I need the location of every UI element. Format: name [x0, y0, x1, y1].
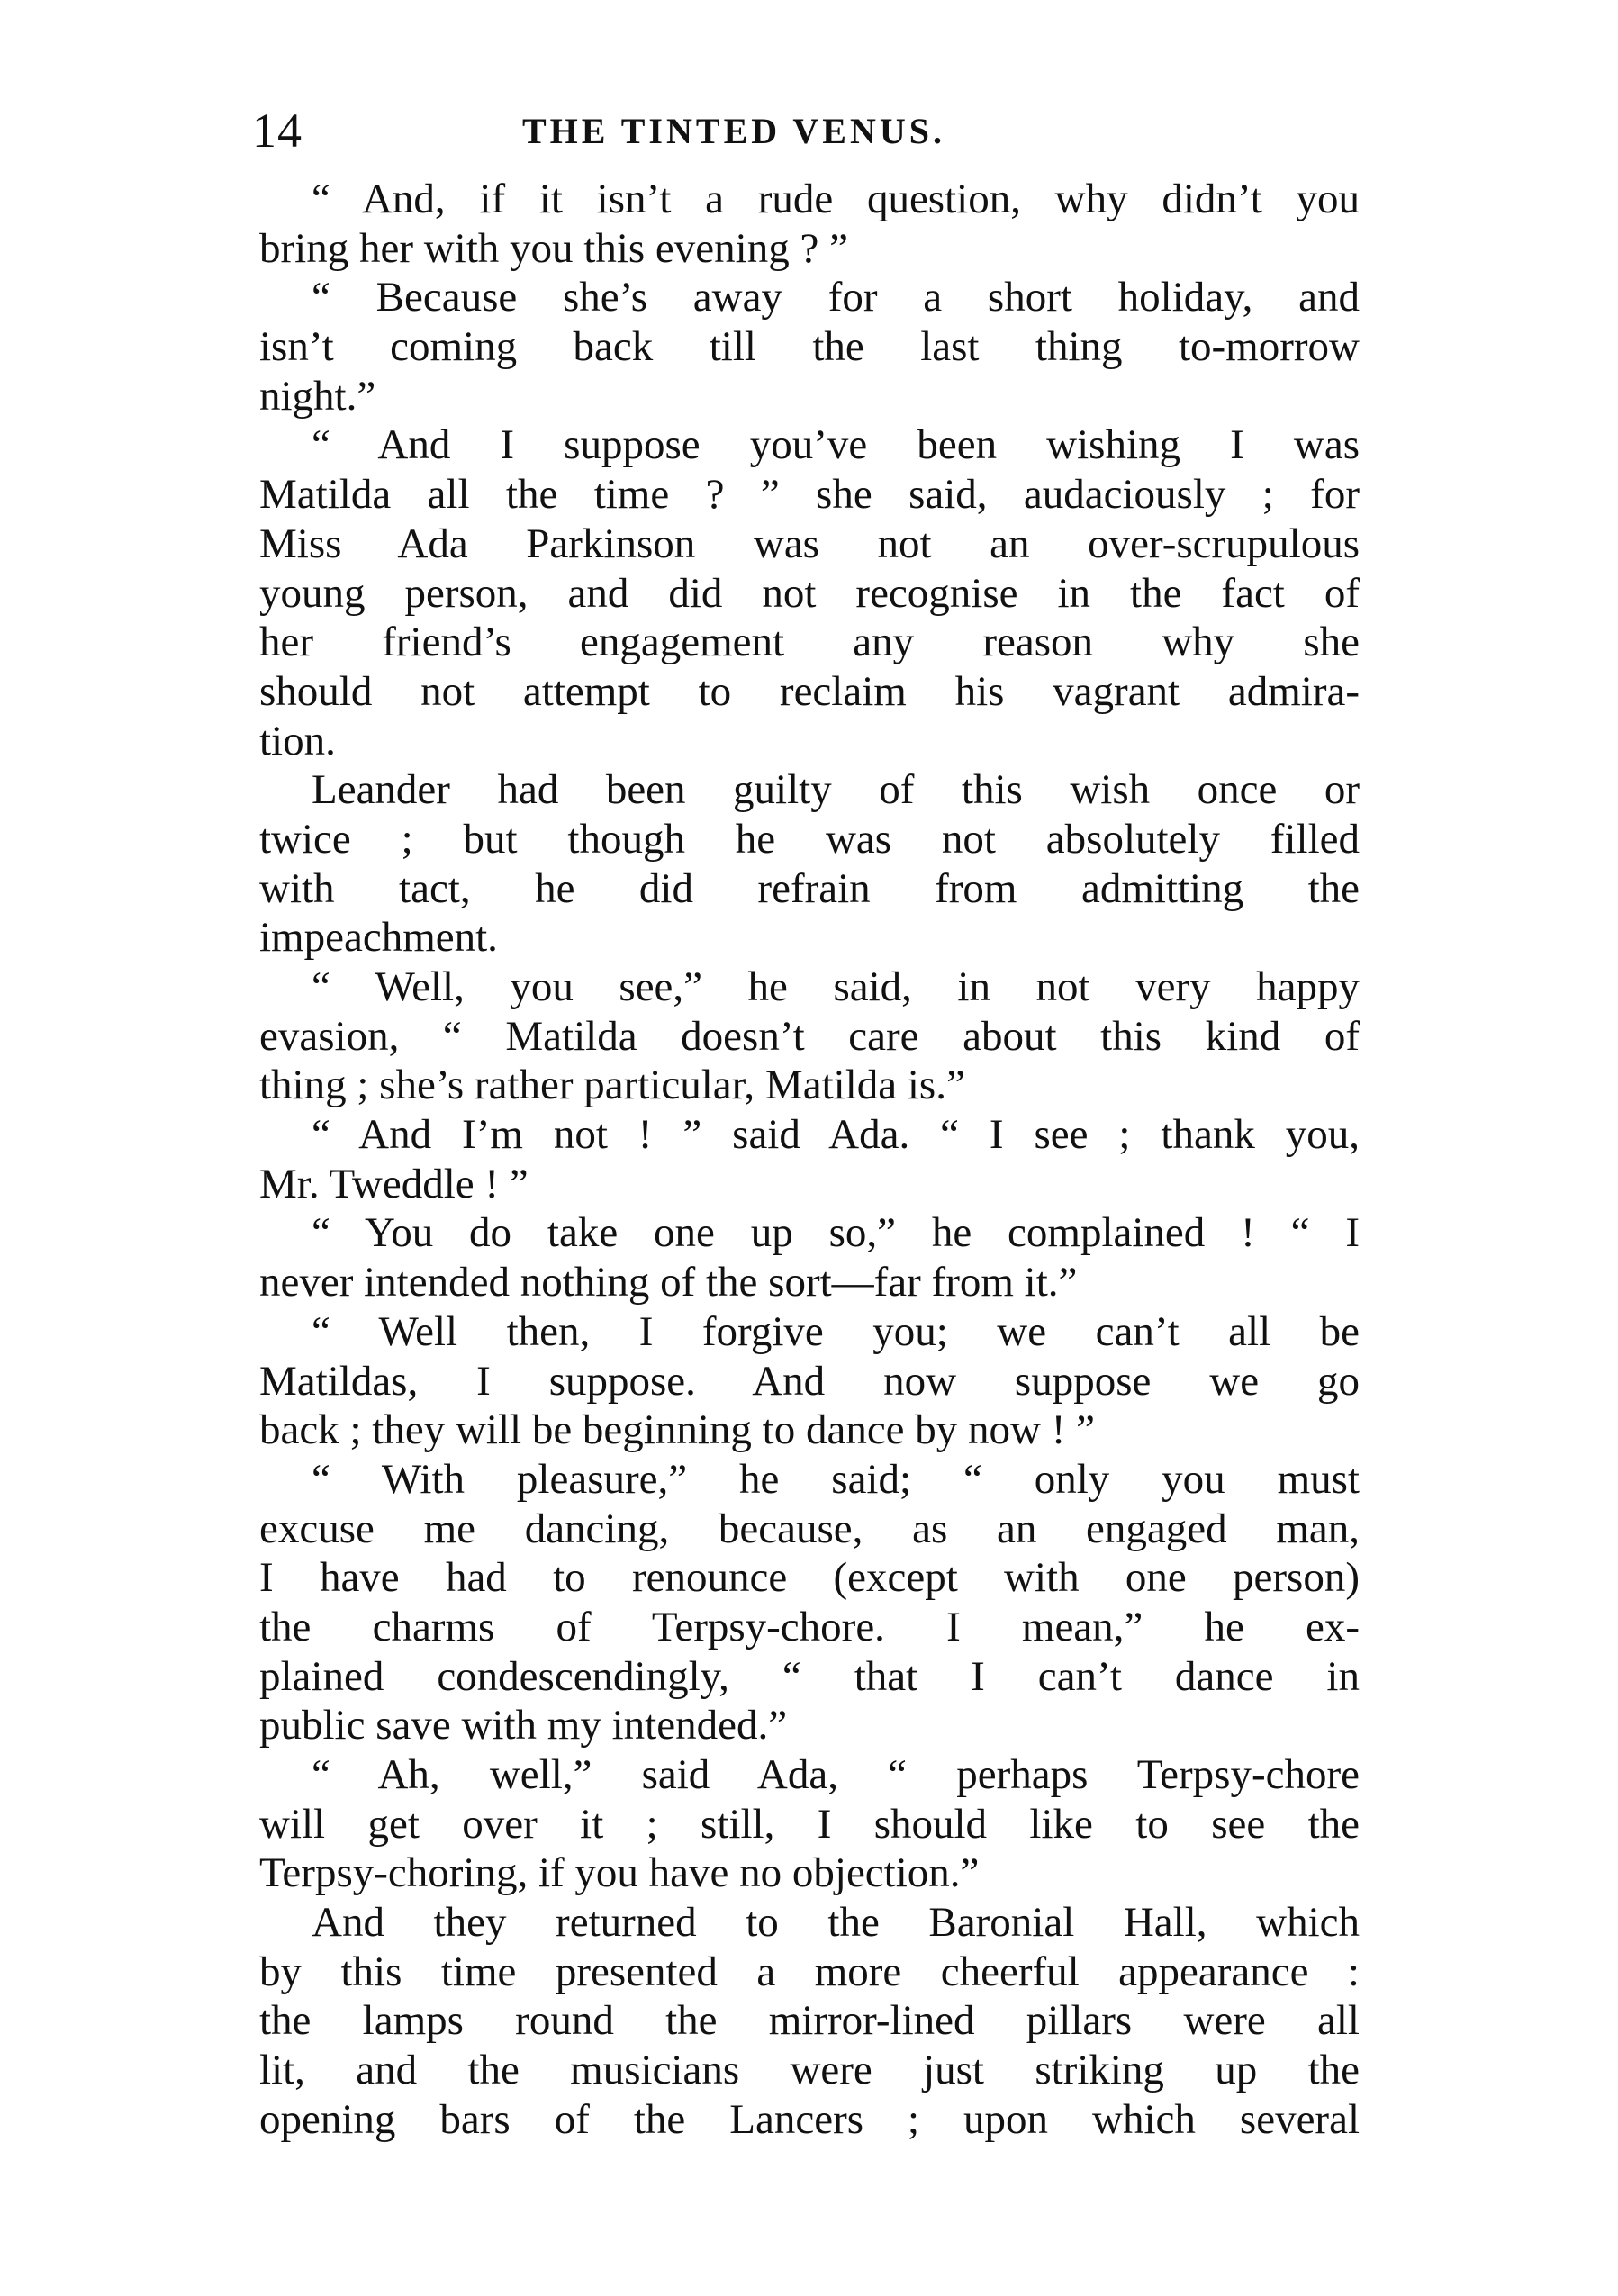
- text-line: the charms of Terpsy-chore. I mean,” he ex-: [259, 1603, 1360, 1650]
- text-line: opening bars of the Lancers ; upon which several: [259, 2095, 1360, 2143]
- text-line: isn’t coming back till the last thing to-morrow: [259, 323, 1360, 371]
- text-line: I have had to renounce (except with one person): [259, 1554, 1360, 1602]
- text-line: “ With pleasure,” he said; “ only you must: [312, 1455, 1360, 1503]
- text-line: “ And, if it isn’t a rude question, why didn’t you: [312, 176, 1360, 222]
- text-line: young person, and did not recognise in the fact of: [259, 569, 1360, 617]
- text-line: should not attempt to reclaim his vagrant admira-: [259, 667, 1360, 715]
- text-line: “ And I suppose you’ve been wishing I was: [312, 421, 1360, 469]
- text-line: with tact, he did refrain from admitting the: [259, 864, 1360, 912]
- text-line: Miss Ada Parkinson was not an over-scrupulous: [259, 520, 1360, 567]
- text-line: “ Ah, well,” said Ada, “ perhaps Terpsy-chore: [312, 1751, 1360, 1798]
- text-line: Mr. Tweddle ! ”: [259, 1160, 529, 1207]
- text-line: will get over it ; still, I should like to see the: [259, 1800, 1360, 1848]
- body-text: [259, 175, 1360, 2145]
- text-line: the lamps round the mirror-lined pillars were all: [259, 1997, 1360, 2045]
- text-line: thing ; she’s rather particular, Matilda is.”: [259, 1062, 965, 1109]
- text-line: excuse me dancing, because, as an engaged man,: [259, 1505, 1360, 1552]
- text-line: never intended nothing of the sort—far from it.”: [259, 1259, 1078, 1306]
- text-line: “ You do take one up so,” he complained ! “ I: [312, 1209, 1360, 1257]
- text-line: twice ; but though he was not absolutely filled: [259, 815, 1360, 863]
- text-line: public save with my intended.”: [259, 1702, 788, 1749]
- text-line: Terpsy-choring, if you have no objection.”: [259, 1849, 980, 1897]
- text-line: And they returned to the Baronial Hall, which: [312, 1899, 1360, 1947]
- text-line: Matildas, I suppose. And now suppose we go: [259, 1357, 1360, 1405]
- text-line: “ Well, you see,” he said, in not very happy: [312, 963, 1360, 1010]
- text-line: by this time presented a more cheerful appearance :: [259, 1948, 1360, 1995]
- page-number: 14: [252, 104, 303, 158]
- text-line: “ And I’m not ! ” said Ada. “ I see ; thank you,: [312, 1111, 1360, 1159]
- text-line: tion.: [259, 717, 336, 764]
- text-line: back ; they will be beginning to dance by now ! ”: [259, 1406, 1095, 1454]
- text-line: impeachment.: [259, 914, 498, 962]
- text-line: bring her with you this evening ? ”: [259, 224, 848, 272]
- running-head: [252, 99, 1355, 162]
- text-line: her friend’s engagement any reason why she: [259, 619, 1360, 666]
- text-line: lit, and the musicians were just striking up the: [259, 2047, 1360, 2094]
- text-line: plained condescendingly, “ that I can’t dance in: [259, 1652, 1360, 1700]
- text-line: Leander had been guilty of this wish once or: [312, 766, 1360, 814]
- text-line: Matilda all the time ? ” she said, audaciously ; for: [259, 471, 1360, 519]
- text-line: evasion, “ Matilda doesn’t care about this kind of: [259, 1012, 1360, 1060]
- text-line: night.”: [259, 372, 376, 420]
- text-line: “ Because she’s away for a short holiday, and: [312, 274, 1360, 321]
- running-title: THE TINTED VENUS.: [522, 111, 945, 151]
- text-line: “ Well then, I forgive you; we can’t all be: [312, 1307, 1360, 1355]
